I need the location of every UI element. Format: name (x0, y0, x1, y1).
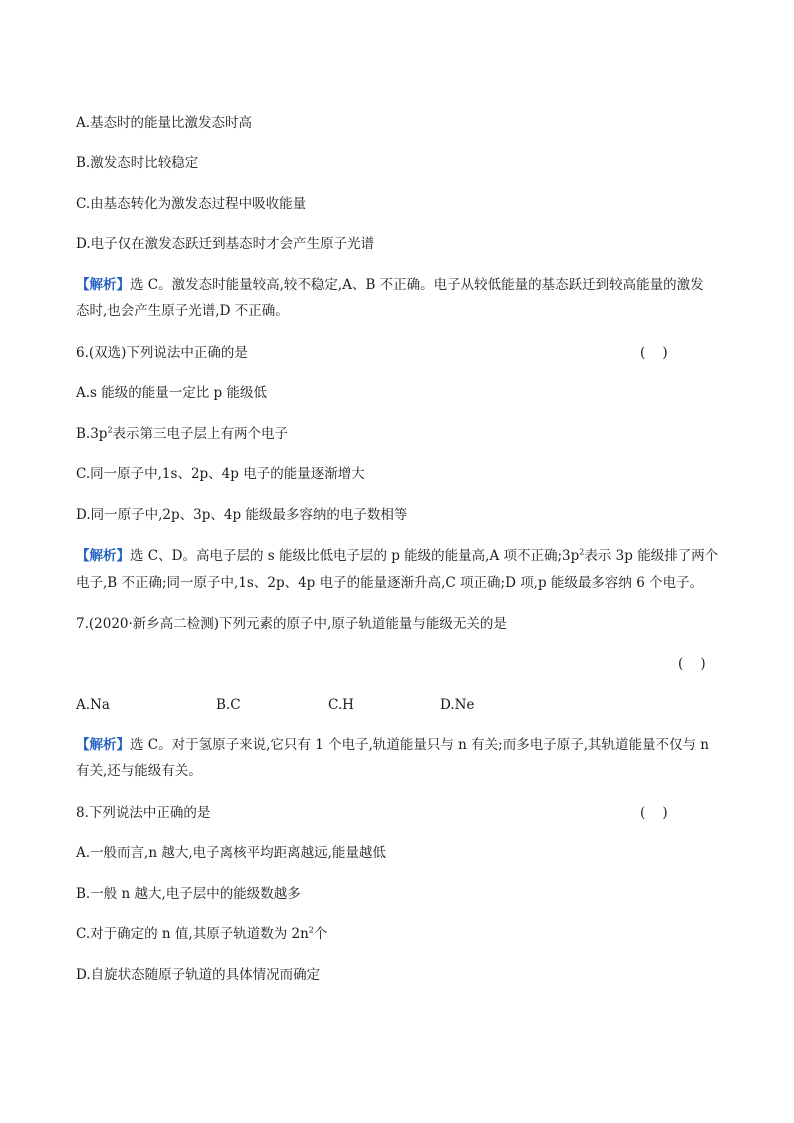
q6-option-b-post: 表示第三电子层上有两个电子 (112, 426, 289, 442)
q6-analysis-pre: 选 C、D。高电子层的 s 能级比低电子层的 p 能级的能量高,A 项不正确;3p (130, 548, 580, 564)
q7-answer-paren: ( ) (678, 656, 706, 672)
q6-analysis-line1 (76, 546, 718, 566)
q8-option-c (76, 924, 327, 944)
q7-option-d: D.Ne (440, 697, 475, 713)
q5-analysis-line2: 态时,也会产生原子光谱,D 不正确。 (76, 303, 289, 319)
q6-analysis-post: 表示 3p 能级排了两个 (584, 548, 719, 564)
q8-option-c-pre: C.对于确定的 n 值,其原子轨道数为 2n (76, 926, 309, 942)
analysis-tag: 【解析】 (76, 548, 130, 564)
q8-option-a: A.一般而言,n 越大,电子离核平均距离越远,能量越低 (76, 845, 386, 861)
q6-analysis-sup: 2 (579, 547, 585, 557)
q7-option-a: A.Na (76, 697, 110, 713)
q6-option-a: A.s 能级的能量一定比 p 能级低 (76, 385, 267, 401)
q5-option-c: C.由基态转化为激发态过程中吸收能量 (76, 196, 307, 212)
q5-option-a: A.基态时的能量比激发态时高 (76, 115, 253, 131)
q6-option-b-sup: 2 (107, 425, 113, 435)
q6-option-b-pre: B.3p (76, 426, 108, 442)
q8-option-b: B.一般 n 越大,电子层中的能级数越多 (76, 886, 301, 902)
q8-stem: 8.下列说法中正确的是 (76, 805, 211, 821)
q6-option-d: D.同一原子中,2p、3p、4p 能级最多容纳的电子数相等 (76, 507, 408, 523)
analysis-tag: 【解析】 (76, 737, 130, 753)
q5-analysis-line1 (76, 275, 704, 295)
q6-analysis-line2: 电子,B 不正确;同一原子中,1s、2p、4p 电子的能量逐渐升高,C 项正确;D 项,p 能级最多容纳 6 个电子。 (76, 575, 704, 591)
q8-option-c-sup: 2 (308, 925, 314, 935)
q6-option-b (76, 424, 288, 444)
q5-analysis-text1: 选 C。激发态时能量较高,较不稳定,A、B 不正确。电子从较低能量的基态跃迁到较高能量的激发 (130, 277, 704, 293)
q7-option-b: B.C (216, 697, 241, 713)
q8-answer-paren: ( ) (640, 805, 668, 821)
q7-analysis-text1: 选 C。对于氢原子来说,它只有 1 个电子,轨道能量只与 n 有关;而多电子原子,其轨道能量不仅与 n (130, 737, 709, 753)
q7-analysis-line2: 有关,还与能级有关。 (76, 763, 202, 779)
q8-option-d: D.自旋状态随原子轨道的具体情况而确定 (76, 967, 321, 983)
q6-stem: 6.(双选)下列说法中正确的是 (76, 345, 248, 361)
q7-analysis-line1 (76, 735, 709, 755)
q5-option-d: D.电子仅在激发态跃迁到基态时才会产生原子光谱 (76, 236, 375, 252)
analysis-tag: 【解析】 (76, 277, 130, 293)
q8-option-c-post: 个 (313, 926, 328, 942)
q7-stem: 7.(2020·新乡高二检测)下列元素的原子中,原子轨道能量与能级无关的是 (76, 616, 507, 632)
q6-option-c: C.同一原子中,1s、2p、4p 电子的能量逐渐增大 (76, 466, 365, 482)
q5-option-b: B.激发态时比较稳定 (76, 155, 199, 171)
q7-option-c: C.H (328, 697, 354, 713)
q6-answer-paren: ( ) (640, 345, 668, 361)
